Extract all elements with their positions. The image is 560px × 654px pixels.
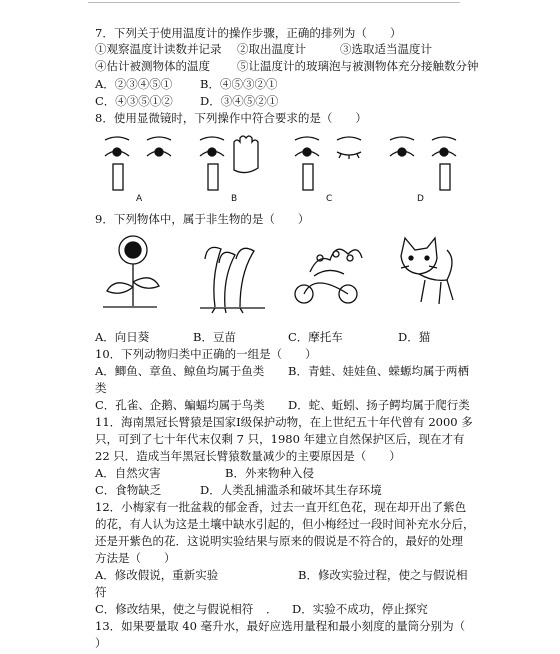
q11-option-b: B．外来物种入侵 <box>225 466 314 480</box>
q7-step-1: ①观察温度计读数并记录 <box>95 42 222 56</box>
q8-stem: 8．使用显微镜时，下列操作中符合要求的是（ ） <box>95 111 367 125</box>
q8-fig-a <box>105 137 171 190</box>
q9-objects-figure <box>95 232 465 314</box>
q12-option-a: A．修改假说，重新实验 <box>95 568 219 582</box>
q8-fig-c <box>295 137 361 190</box>
q10-option-a: A．鲫鱼、章鱼、鲸鱼均属于鱼类 <box>95 364 265 378</box>
q8-microscope-figure <box>95 128 465 198</box>
q9-option-b: B．豆苗 <box>193 330 236 344</box>
q9-option-c: C．摩托车 <box>288 330 343 344</box>
bean-sprout-icon <box>200 247 265 313</box>
q7-step-3: ③选取适当温度计 <box>340 42 432 56</box>
q7-option-b: B．④⑤③②① <box>200 77 278 91</box>
q11-option-a: A．自然灾害 <box>95 466 161 480</box>
q12-line-2: 的花，有人认为这是土壤中缺水引起的，但小梅经过一段时间补充水分后， <box>95 517 475 531</box>
q12-line-3: 还是开紫色的花．这说明实验结果与原来的假说是不符合的，最好的处理 <box>95 534 463 548</box>
q7-option-c: C．④③⑤①② <box>95 94 173 108</box>
q12-option-d: D．实验不成功，停止探究 <box>292 602 428 616</box>
q8-fig-b <box>200 136 258 190</box>
q12-option-c: C．修改结果，使之与假说相符 <box>95 602 254 616</box>
q13-line-2: ） <box>95 636 107 650</box>
q12-line-4: 方法是（ ） <box>95 551 176 565</box>
q7-stem: 7．下列关于使用温度计的操作步骤，正确的排列为（ ） <box>95 26 402 40</box>
q7-option-a: A．②③④⑤① <box>95 77 173 91</box>
q7-step-5: ⑤让温度计的玻璃泡与被测物体充分接触数分钟 <box>237 59 479 73</box>
q8-label-c: C <box>326 194 333 204</box>
q10-option-b: B．青蛙、娃娃鱼、蝾螈均属于两栖 <box>288 364 469 378</box>
q10-option-d: D．蛇、蚯蚓、扬子鳄均属于爬行类 <box>288 398 470 412</box>
q12-option-b: B．修改实验过程，使之与假说相 <box>298 568 468 582</box>
q8-label-d: D <box>417 194 424 204</box>
q7-option-d: D．③④⑤②① <box>200 94 279 108</box>
q7-step-4: ④估计被测物体的温度 <box>95 59 210 73</box>
q9-option-a: A．向日葵 <box>95 330 150 344</box>
top-rule <box>88 2 460 3</box>
q10-option-b-cont: 类 <box>95 381 107 395</box>
q10-option-c: C．孔雀、企鹅、蝙蝠均属于鸟类 <box>95 398 265 412</box>
q8-label-b: B <box>231 194 238 204</box>
q7-step-2: ②取出温度计 <box>237 42 306 56</box>
motorcycle-icon <box>295 249 362 303</box>
q9-option-d: D．猫 <box>398 330 431 344</box>
q13-line-1: 13．如果要量取 40 毫升水，最好应选用量程和最小刻度的量筒分别为（ <box>95 619 466 633</box>
q10-stem: 10．下列动物归类中正确的一组是（ ） <box>95 347 317 361</box>
q12-line-1: 12．小梅家有一批盆栽的郁金香，过去一直开红色花，现在却开出了紫色 <box>95 500 467 514</box>
q12-option-c-dot: ． <box>266 602 278 616</box>
sunflower-icon <box>103 236 159 307</box>
q12-option-b-cont: 符 <box>95 585 107 599</box>
q11-line-3: 22 只．造成当年黑冠长臂猿数量减少的主要原因是（ ） <box>95 449 401 463</box>
q11-option-c: C．食物缺乏 <box>95 483 162 497</box>
q11-option-d: D．人类乱捕滥杀和破坏其生存环境 <box>200 483 382 497</box>
q11-line-1: 11．海南黑冠长臂猿是国家Ⅰ级保护动物，在上世纪五十年代曾有 2000 多 <box>95 415 473 429</box>
q8-fig-d <box>390 137 456 190</box>
cat-icon <box>401 238 453 304</box>
q9-stem: 9．下列物体中，属于非生物的是（ ） <box>95 212 310 226</box>
q8-label-a: A <box>136 194 143 204</box>
q11-line-2: 只，可到了七十年代末仅剩 7 只，1980 年建立自然保护区后，现在才有 <box>95 432 465 446</box>
